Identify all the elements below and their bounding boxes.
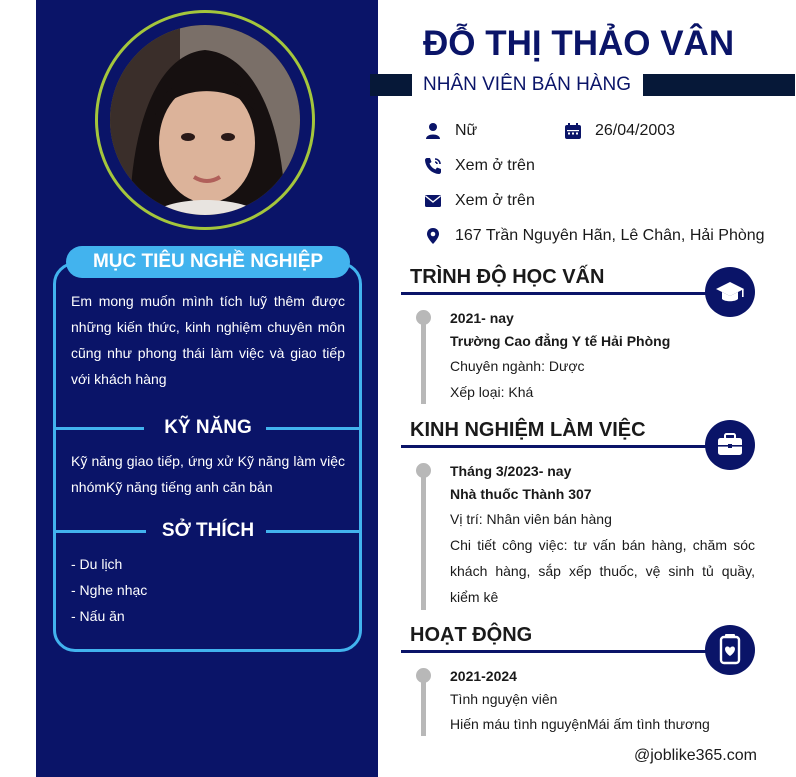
education-rank: Xếp loại: Khá [450, 384, 534, 400]
skills-title: KỸ NĂNG [164, 417, 252, 438]
gender-row [424, 119, 477, 143]
email-row [424, 189, 535, 213]
skills-text: Kỹ năng giao tiếp, ứng xử Kỹ năng làm việc nhómKỹ năng tiếng anh căn bản [71, 453, 345, 495]
experience-title: KINH NGHIỆM LÀM VIỆC [410, 419, 646, 441]
activities-details: Hiến máu tình nguyệnMái ấm tình thương [450, 716, 710, 732]
phone-row [424, 154, 535, 178]
experience-divider [401, 445, 731, 448]
education-period: 2021- nay [450, 310, 514, 326]
activities-title: HOẠT ĐỘNG [410, 624, 533, 646]
calendar-icon [564, 122, 582, 140]
activities-period: 2021-2024 [450, 668, 517, 684]
map-pin-icon [424, 227, 442, 245]
hobby-item: - Nghe nhạc [71, 582, 148, 598]
gender-value: Nữ [455, 122, 478, 139]
hobbies-title: SỞ THÍCH [161, 520, 255, 541]
envelope-icon [424, 192, 442, 210]
activities-divider [401, 650, 731, 653]
hobby-item: - Nấu ăn [71, 608, 125, 624]
experience-company: Nhà thuốc Thành 307 [450, 486, 592, 502]
avatar-portrait [110, 25, 300, 215]
user-icon [424, 122, 442, 140]
objective-title: MỤC TIÊU NGHỀ NGHIỆP [66, 246, 350, 278]
birthday-row [564, 119, 675, 143]
objective-text: Em mong muốn mình tích luỹ thêm được những kiến thức, kinh nghiệm chuyên môn cũng như phong thái làm việc và giao tiếp với khách hàng [71, 293, 345, 387]
email-value: Xem ở trên [455, 192, 535, 209]
watermark: @joblike365.com [634, 747, 757, 764]
address-row [424, 224, 765, 248]
title-band-left [370, 74, 412, 96]
hobby-item: - Du lịch [71, 556, 123, 572]
education-timeline-line [421, 318, 426, 404]
address-value: 167 Trần Nguyên Hãn, Lê Chân, Hải Phòng [455, 227, 765, 244]
phone-value: Xem ở trên [455, 157, 535, 174]
education-major: Chuyên ngành: Dược [450, 358, 585, 374]
title-band-right [643, 74, 795, 96]
phone-icon [424, 157, 442, 175]
hobbies-heading [56, 517, 360, 545]
job-title: NHÂN VIÊN BÁN HÀNG [423, 74, 631, 95]
skills-heading [56, 414, 360, 442]
activities-role: Tình nguyện viên [450, 691, 558, 707]
education-divider [401, 292, 731, 295]
avatar [110, 25, 300, 215]
experience-position: Vị trí: Nhân viên bán hàng [450, 511, 612, 527]
experience-period: Tháng 3/2023- nay [450, 463, 572, 479]
experience-details: Chi tiết công việc: tư vấn bán hàng, chăm sóc khách hàng, sắp xếp thuốc, vệ sinh tủ quầy, kiểm kê [450, 537, 755, 605]
education-title: TRÌNH ĐỘ HỌC VẤN [410, 266, 605, 288]
experience-timeline-line [421, 471, 426, 610]
candidate-name: ĐỖ THỊ THẢO VÂN [423, 24, 735, 63]
birthday-value: 26/04/2003 [595, 122, 676, 139]
activities-timeline-line [421, 676, 426, 736]
education-school: Trường Cao đẳng Y tế Hải Phòng [450, 333, 671, 349]
